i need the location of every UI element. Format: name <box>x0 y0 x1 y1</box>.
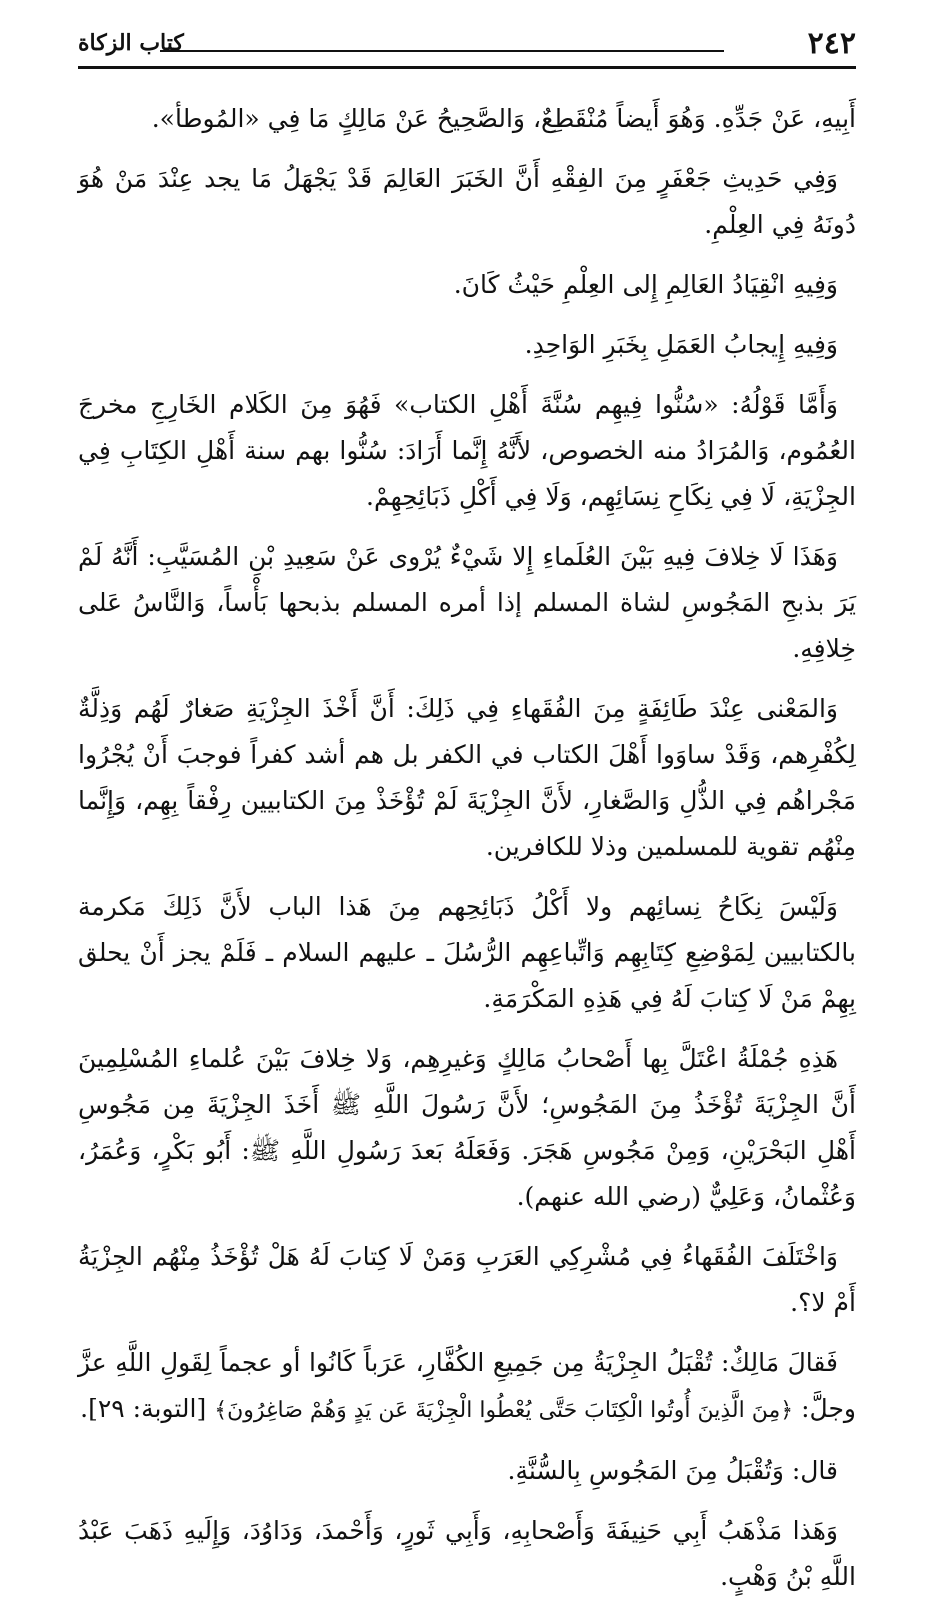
header-divider <box>78 66 856 69</box>
paragraph: وَاخْتَلَفَ الفُقَهاءُ فِي مُشْرِكِي العَرَبِ وَمَنْ لَا كِتابَ لَهُ هَلْ تُؤْخَذُ مِنْهُم الجِزْيَةُ أَمْ لا؟. <box>78 1242 856 1317</box>
book-title: كتاب الزكاة <box>78 30 184 56</box>
page-number: ٢٤٢ <box>807 25 856 61</box>
body-text <box>78 96 856 1614</box>
paragraph: وَأَمَّا قَوْلُهُ: «سُنُّوا فِيهِم سُنَّةَ أَهْلِ الكتاب» فَهُوَ مِنَ الكَلام الخَارِجِ مخرجَ العُمُوم، وَالمُرَادُ منه الخصوص، لأَنَّهُ إِنَّما أَرَادَ: سُنُّوا بهم سنة أَهْلِ الكِتَابِ فِي الجِزْيَةِ، لَا فِي نِكَاحِ نِسَائِهِم، وَلَا فِي أَكْلِ ذَبَائِحِهِمْ. <box>78 390 856 511</box>
quran-verse: ﴿مِنَ الَّذِينَ أُوتُوا الْكِتَابَ حَتَّى يُعْطُوا الْجِزْيَةَ عَن يَدٍ وَهُمْ صَاغِرُونَ﴾ <box>214 1398 794 1423</box>
paragraph: وَالمَعْنى عِنْدَ طَائِفَةٍ مِنَ الفُقَهاءِ فِي ذَلِكَ: أَنَّ أَخْذَ الجِزْيَةِ صَغارٌ لَهُم وَذِلَّةٌ لِكُفْرِهم، وَقَدْ ساوَوا أَهْلَ الكتاب في الكفر بل هم أشد كفراً فوجبَ أَنْ يُجْرُوا مَجْراهُم فِي الذُّلِ وَالصَّغارِ، لأَنَّ الجِزْيَةَ لَمْ تُؤْخَذْ مِنَ الكتابيين رِفْقاً بِهِم، وَإِنَّما مِنْهُم تقوية للمسلمين وذلا للكافرين. <box>78 694 856 861</box>
paragraph: وَهَذَا لَا خِلافَ فِيهِ بَيْنَ العُلَماءِ إِلا شَيْءٌ يُرْوى عَنْ سَعِيدِ بْنِ المُسَيَّبِ: أَنَّهُ لَمْ يَرَ بذبحِ المَجُوسِ لشاة المسلم إذا أمره المسلم بذبحها بَأْساً، وَالنَّاسُ عَلى خِلافِهِ. <box>78 542 856 663</box>
header-rule <box>160 50 724 52</box>
paragraph-text: فَقالَ مَالِكٌ: تُقْبَلُ الجِزْيَةُ مِن جَمِيعِ الكُفَّارِ، عَرَباً كَانُوا أو عجماً لِقَولِ اللَّهِ عزَّ وجلَّ: <box>78 1348 856 1423</box>
paragraph: وَلَيْسَ نِكَاحُ نِسائِهم ولا أَكْلُ ذَبَائِحِهم مِنَ هَذا الباب لأَنَّ ذَلِكَ مَكرمة بالكتابيين لِمَوْضِعِ كِتَابِهِم وَاتِّباعِهِم الرُّسُلَ ـ عليهم السلام ـ فَلَمْ يجز أَنْ يحلق بِهِمْ مَنْ لَا كِتابَ لَهُ فِي هَذِهِ المَكْرَمَةِ. <box>78 892 856 1013</box>
paragraph: وَفِي حَدِيثِ جَعْفَرٍ مِنَ الفِقْهِ أَنَّ الخَبَرَ العَالِمَ قَدْ يَجْهَلُ مَا يجد عِنْدَ مَنْ هُوَ دُونَهُ فِي العِلْمِ. <box>78 164 856 239</box>
paragraph: وَفِيهِ إِيجابُ العَمَلِ بِخَبَرِ الوَاحِدِ. <box>524 330 838 359</box>
paragraph: أَبِيهِ، عَنْ جَدِّهِ. وَهُوَ أَيضاً مُنْقَطِعٌ، وَالصَّحِيحُ عَنْ مَالِكٍ مَا فِي «المُوطأ». <box>151 104 856 133</box>
paragraph: قال: وَتُقْبَلُ مِنَ المَجُوسِ بِالسُّنَّةِ. <box>507 1456 838 1485</box>
paragraph: هَذِهِ جُمْلَةُ اعْتَلَّ بِها أَصْحابُ مَالِكٍ وَغيرِهِم، وَلا خِلافَ بَيْنَ عُلماءِ المُسْلِمِينَ أَنَّ الجِزْيَةَ تُؤْخَذُ مِنَ المَجُوسِ؛ لأَنَّ رَسُولَ اللَّهِ ﷺ أَخَذَ الجِزْيَةَ مِن مَجُوسِ أَهْلِ البَحْرَيْنِ، وَمِنْ مَجُوسِ هَجَرَ. وَفَعَلَهُ بَعدَ رَسُولِ اللَّهِ ﷺ: أَبُو بَكْرٍ، وَعُمَرُ، وَعُثْمانُ، وَعَلِيٌّ (رضي الله عنهم). <box>78 1044 856 1211</box>
page-header <box>78 22 856 64</box>
verse-reference: [التوبة: ٢٩]. <box>80 1394 215 1423</box>
quran-paragraph <box>78 1340 856 1434</box>
paragraph: وَفِيهِ انْقِيَادُ العَالِمِ إِلى العِلْمِ حَيْثُ كَانَ. <box>453 270 838 299</box>
paragraph: وَهَذا مَذْهَبُ أَبِي حَنِيفَةَ وَأَصْحابِهِ، وَأَبِي ثَورٍ، وَأَحْمدَ، وَدَاوُدَ، وَإِلَيهِ ذَهَبَ عَبْدُ اللَّهِ بْنُ وَهْبٍ. <box>78 1516 856 1591</box>
